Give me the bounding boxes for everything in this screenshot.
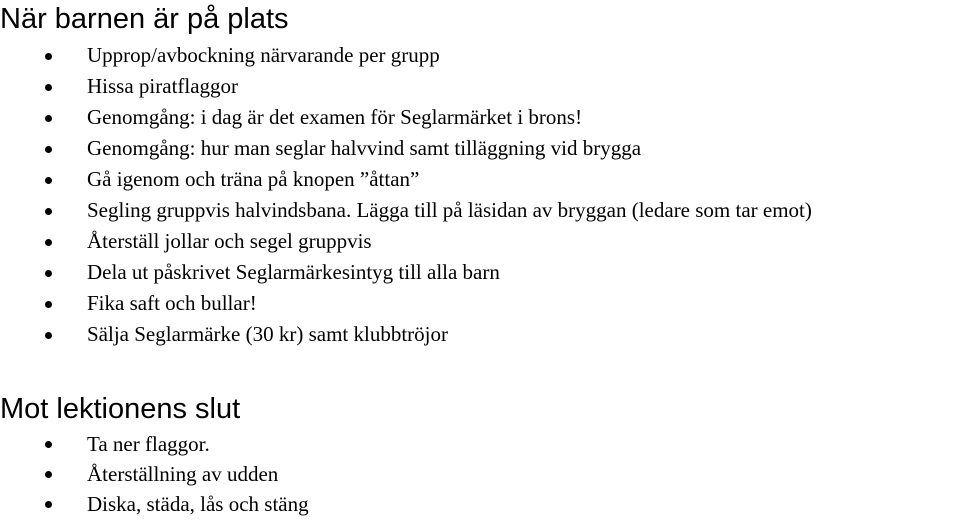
list-item-text: Sälja Seglarmärke (30 kr) samt klubbtröjor xyxy=(87,322,448,346)
bullet-icon xyxy=(45,471,52,478)
list-item xyxy=(0,40,812,71)
bullet-icon xyxy=(45,301,52,308)
list-item-text: Fika saft och bullar! xyxy=(87,291,257,315)
bullet-icon xyxy=(45,441,52,448)
bullet-icon xyxy=(45,239,52,246)
bullet-icon xyxy=(45,208,52,215)
list-item-text: Återställ jollar och segel gruppvis xyxy=(87,229,372,253)
list-item xyxy=(0,102,812,133)
list-item xyxy=(0,288,812,319)
list-item-text: Segling gruppvis halvindsbana. Lägga till på läsidan av bryggan (ledare som tar emot) xyxy=(87,198,812,222)
list-item xyxy=(0,319,812,350)
list-item xyxy=(0,71,812,102)
bullet-icon xyxy=(45,146,52,153)
list-item xyxy=(0,164,812,195)
bullet-list-end-of-lesson xyxy=(0,429,309,519)
list-item-text: Dela ut påskrivet Seglarmärkesintyg till alla barn xyxy=(87,260,500,284)
bullet-icon xyxy=(45,332,52,339)
list-item xyxy=(0,429,309,459)
list-item xyxy=(0,226,812,257)
list-item-text: Genomgång: hur man seglar halvvind samt tilläggning vid brygga xyxy=(87,136,642,160)
list-item-text: Diska, städa, lås och stäng xyxy=(87,492,309,516)
list-item-text: Genomgång: i dag är det examen för Seglarmärket i brons! xyxy=(87,105,583,129)
list-item-text: Gå igenom och träna på knopen ”åttan” xyxy=(87,167,420,191)
list-item-text: Upprop/avbockning närvarande per grupp xyxy=(87,43,440,67)
bullet-icon xyxy=(45,501,52,508)
bullet-icon xyxy=(45,177,52,184)
list-item xyxy=(0,195,812,226)
bullet-icon xyxy=(45,53,52,60)
bullet-list-arrival xyxy=(0,40,812,350)
section-heading-mot-lektionens-slut: Mot lektionens slut xyxy=(0,393,241,425)
list-item xyxy=(0,459,309,489)
bullet-icon xyxy=(45,270,52,277)
bullet-icon xyxy=(45,115,52,122)
list-item-text: Hissa piratflaggor xyxy=(87,74,239,98)
list-item-text: Ta ner flaggor. xyxy=(87,432,210,456)
list-item xyxy=(0,257,812,288)
list-item xyxy=(0,133,812,164)
list-item-text: Återställning av udden xyxy=(87,462,279,486)
section-heading-nar-barnen-ar-pa-plats: När barnen är på plats xyxy=(0,3,289,35)
list-item xyxy=(0,489,309,519)
bullet-icon xyxy=(45,84,52,91)
